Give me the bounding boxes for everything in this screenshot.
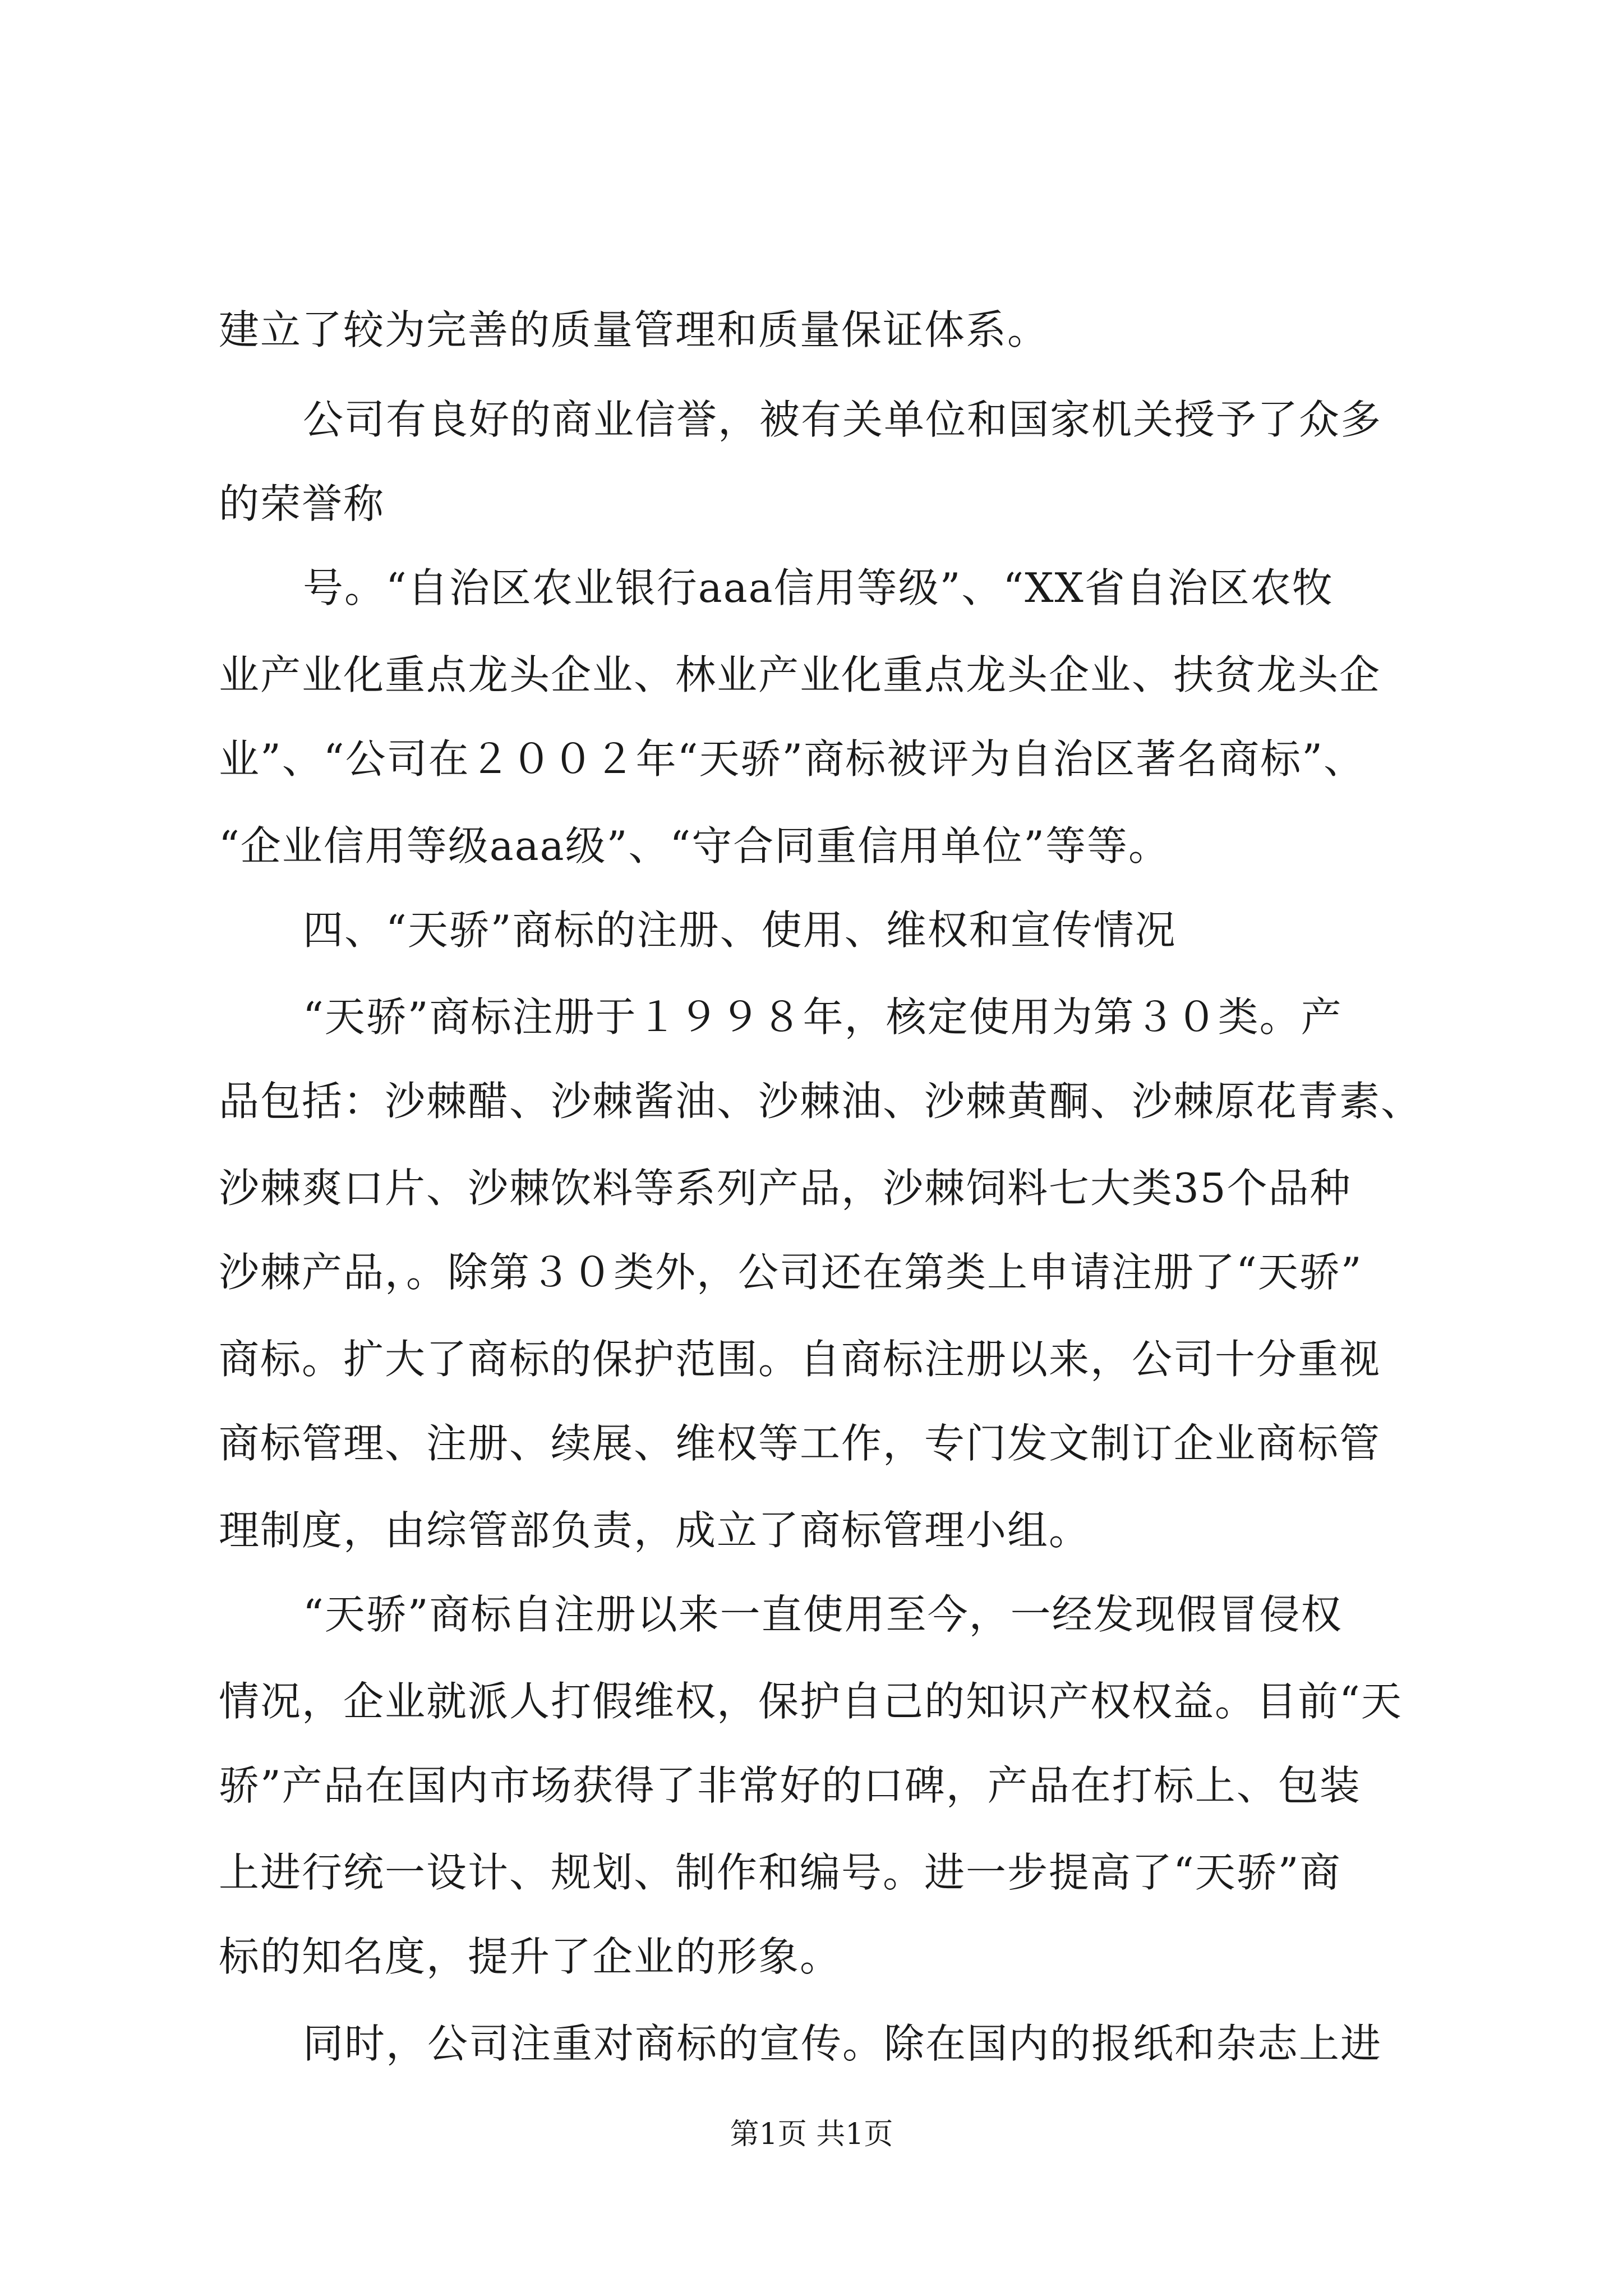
body-line: 商标管理、注册、续展、维权等工作，专门发文制订企业商标管: [219, 1420, 1381, 1467]
page-footer: 第1页 共1页: [730, 2118, 893, 2151]
body-line: 业产业化重点龙头企业、林业产业化重点龙头企业、扶贫龙头企: [219, 651, 1381, 698]
body-line: 同时，公司注重对商标的宣传。除在国内的报纸和杂志上进: [303, 2020, 1382, 2067]
body-line: “企业信用等级aaa级”、“守合同重信用单位”等等。: [219, 822, 1170, 869]
body-line: 骄”产品在国内市场获得了非常好的口碑，产品在打标上、包装: [219, 1762, 1361, 1809]
section-heading: 四、“天骄”商标的注册、使用、维权和宣传情况: [303, 907, 1177, 954]
body-line: 品包括：沙棘醋、沙棘酱油、沙棘油、沙棘黄酮、沙棘原花青素、: [219, 1078, 1423, 1125]
body-line: “天骄”商标注册于１９９８年，核定使用为第３０类。产: [303, 993, 1343, 1041]
body-line: 业”、“公司在２００２年“天骄”商标被评为自治区著名商标”、: [219, 735, 1366, 783]
body-line: 商标。扩大了商标的保护范围。自商标注册以来，公司十分重视: [219, 1336, 1381, 1383]
body-line: 上进行统一设计、规划、制作和编号。进一步提高了“天骄”商: [219, 1849, 1341, 1896]
body-line: 理制度，由综管部负责，成立了商标管理小组。: [219, 1507, 1091, 1554]
body-line: 建立了较为完善的质量管理和质量保证体系。: [219, 306, 1049, 353]
body-line: 沙棘爽口片、沙棘饮料等系列产品，沙棘饲料七大类35个品种: [219, 1165, 1352, 1212]
body-line: 标的知名度，提升了企业的形象。: [219, 1933, 842, 1980]
body-line: 沙棘产品，。除第３０类外，公司还在第类上申请注册了“天骄”: [219, 1249, 1363, 1296]
body-line: 号。“自治区农业银行aaa信用等级”、“XX省自治区农牧: [303, 564, 1334, 611]
body-line: 情况，企业就派人打假维权，保护自己的知识产权权益。目前“天: [219, 1678, 1403, 1725]
body-line: 公司有良好的商业信誉，被有关单位和国家机关授予了众多: [303, 396, 1382, 443]
body-line: 的荣誉称: [219, 480, 385, 527]
body-line: “天骄”商标自注册以来一直使用至今，一经发现假冒侵权: [303, 1591, 1343, 1638]
